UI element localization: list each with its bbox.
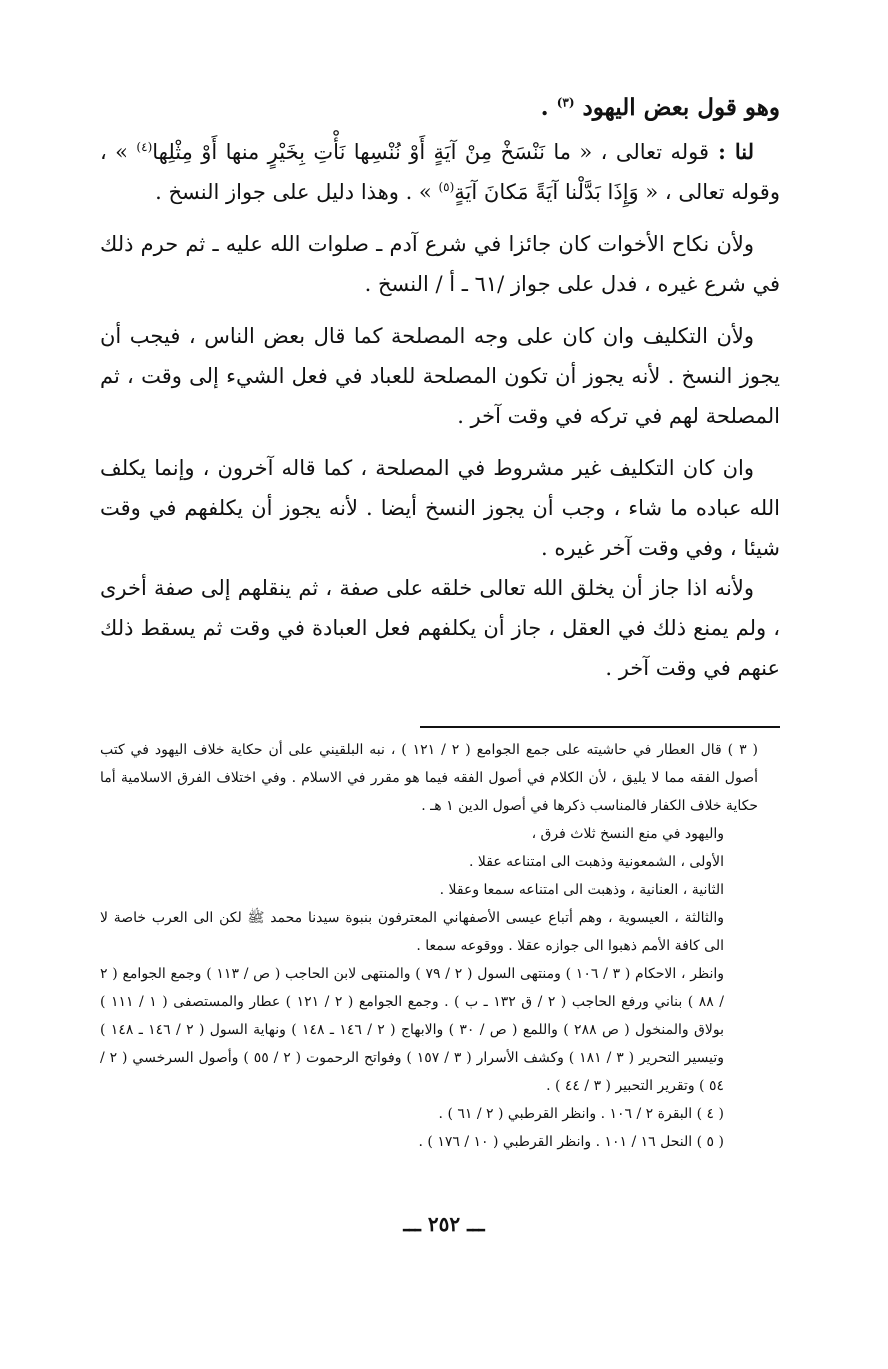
heading-end: .	[540, 94, 557, 121]
footnote-3-intro: ( ٣ ) قال العطار في حاشيته على جمع الجوامع ( ٢ / ١٢١ ) ، نبه البلقيني على أن حكاية خلاف اليهود في كتب أصول الفقه مما لا يليق ، لأن الكلام في أصول الفقه فيما هو مقرر في الاسلام . وفي اختلاف الفرق الاسلامية أما حكاية خلاف الكفار فالمناسب ذكرها في أصول الدين ١ هـ .	[100, 742, 758, 814]
footnote-3-third: والثالثة ، العيسوية ، وهم أتباع عيسى الأصفهاني المعترفون بنبوة سيدنا محمد ﷺ لكن الى العرب خاصة لا الى كافة الأمم ذهبوا الى جوازه عقلا . ووقوعه سمعا .	[100, 910, 724, 954]
footnote-3-references: وانظر ، الاحكام ( ٣ / ١٠٦ ) ومنتهى السول ( ٢ / ٧٩ ) والمنتهى لابن الحاجب ( ص / ١١٣ ) وجمع الجوامع ( ٢ / ٨٨ ) بناني ورفع الحاجب ( ٢ / ق ١٣٢ ـ ب ) . وجمع الجوامع ( ٢ / ١٢١ ) عطار والمستصفى ( ١ / ١١١ ) بولاق والمنخول ( ص ٢٨٨ ) واللمع ( ص / ٣٠ ) والابهاج ( ٢ / ١٤٦ ـ ١٤٨ ) ونهاية السول ( ٢ / ١٤٦ ـ ١٤٨ ) وتيسير التحرير ( ٣ / ١٨١ ) وكشف الأسرار ( ٣ / ١٥٧ ) وفواتح الرحموت ( ٢ / ٥٥ ) وأصول السرخسي ( ٢ / ٥٤ ) وتقرير التحبير ( ٣ / ٤٤ ) .	[100, 966, 725, 1094]
paragraph-3: ولأن التكليف وان كان على وجه المصلحة كما قال بعض الناس ، فيجب أن يجوز النسخ . لأنه يجوز أن تكون المصلحة للعباد في فعل الشيء إلى وقت ، ثم المصلحة لهم في تركه في وقت آخر .	[100, 324, 780, 428]
footnote-3-first: الأولى ، الشمعونية وذهبت الى امتناعه عقلا .	[469, 854, 724, 870]
footnote-3-sects: واليهود في منع النسخ ثلاث فرق ،	[531, 826, 724, 842]
quote-part-a: قوله تعالى ، « ما نَنْسَخْ مِنْ آيَةٍ أَوْ نُنْسِها نَأْتِ بِخَيْرٍ منها أَوْ مِثْلِها	[152, 140, 710, 164]
footnote-ref-5: (٥)	[438, 180, 455, 194]
paragraph-proof	[100, 132, 780, 212]
footnote-3-second: الثانية ، العنانية ، وذهبت الى امتناعه سمعا وعقلا .	[439, 882, 724, 898]
page-number: ـــ ٢٥٢ ـــ	[403, 1212, 485, 1236]
paragraph-4: وان كان التكليف غير مشروط في المصلحة ، كما قاله آخرون ، وإنما يكلف الله عباده ما شاء ، وجب أن يجوز النسخ أيضا . لأنه يجوز أن يكلفهم في وقت شيئا ، وفي وقت آخر غيره .	[100, 456, 780, 560]
heading-text: وهو قول بعض اليهود	[582, 94, 780, 121]
paragraph-5: ولأنه اذا جاز أن يخلق الله تعالى خلقه على صفة ، ثم ينقلهم إلى صفة أخرى ، ولم يمنع ذلك في العقل ، جاز أن يكلفهم فعل العبادة في وقت ثم يسقط ذلك عنهم في وقت آخر .	[100, 576, 780, 680]
footnotes	[100, 736, 780, 1156]
quote-part-c: » . وهذا دليل على جواز النسخ .	[155, 180, 439, 204]
main-text	[100, 88, 780, 688]
footnote-4: ( ٤ ) البقرة ٢ / ١٠٦ . وانظر القرطبي ( ٢ / ٦١ ) .	[438, 1106, 724, 1122]
footnote-ref-3: (٣)	[556, 95, 575, 110]
paragraph-lead: لنا :	[709, 139, 754, 164]
footnote-divider	[420, 726, 780, 728]
quote-part-b: » ، وقوله تعالى ، « وَإِذَا بَدَّلْنا آيَةً مَكانَ آيَةٍ	[100, 140, 780, 204]
paragraph-2: ولأن نكاح الأخوات كان جائزا في شرع آدم ـ صلوات الله عليه ـ ثم حرم ذلك في شرع غيره ، فدل على جواز /٦١ ـ أ / النسخ .	[100, 232, 780, 296]
footnote-5: ( ٥ ) النحل ١٦ / ١٠١ . وانظر القرطبي ( ١٠ / ١٧٦ ) .	[418, 1134, 724, 1150]
section-heading	[100, 88, 780, 128]
footnote-ref-4: (٤)	[136, 140, 153, 154]
